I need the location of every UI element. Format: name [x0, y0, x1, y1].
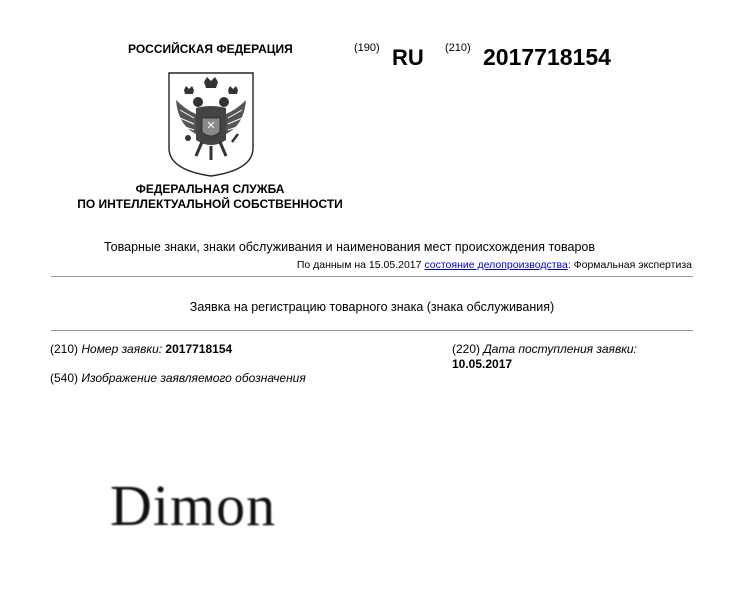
country-name: РОССИЙСКАЯ ФЕДЕРАЦИЯ	[128, 42, 293, 56]
status-line	[297, 259, 692, 271]
code-210-header: (210)	[445, 42, 471, 54]
application-title: Заявка на регистрацию товарного знака (знака обслуживания)	[189, 300, 555, 314]
field-540	[50, 371, 306, 385]
field-210-code: (210)	[50, 342, 79, 356]
field-540-code: (540)	[50, 371, 79, 385]
application-number-header: 2017718154	[483, 44, 611, 70]
field-220-code: (220)	[452, 342, 481, 356]
field-220-value: 10.05.2017	[452, 357, 513, 371]
divider-top	[51, 276, 693, 277]
code-190: (190)	[354, 42, 380, 54]
status-suffix: : Формальная экспертиза	[567, 259, 692, 271]
service-name	[60, 182, 360, 212]
trademark-image-text: Dimon	[110, 473, 277, 538]
status-prefix: По данным на 15.05.2017	[296, 259, 422, 271]
field-220	[452, 342, 637, 372]
service-line-2: ПО ИНТЕЛЛЕКТУАЛЬНОЙ СОБСТВЕННОСТИ	[77, 197, 343, 211]
russian-coat-of-arms-icon	[166, 70, 256, 178]
divider-bottom	[51, 330, 693, 331]
field-210-label: Номер заявки:	[81, 342, 163, 356]
category-title: Товарные знаки, знаки обслуживания и наименования мест происхождения товаров	[104, 240, 596, 254]
field-210	[50, 342, 232, 356]
field-220-label: Дата поступления заявки:	[483, 342, 637, 356]
field-540-label: Изображение заявляемого обозначения	[81, 371, 306, 385]
service-line-1: ФЕДЕРАЛЬНАЯ СЛУЖБА	[135, 182, 285, 196]
field-210-value: 2017718154	[165, 342, 233, 356]
country-code: RU	[392, 45, 424, 70]
proceedings-status-link[interactable]: состояние делопроизводства	[424, 259, 568, 271]
